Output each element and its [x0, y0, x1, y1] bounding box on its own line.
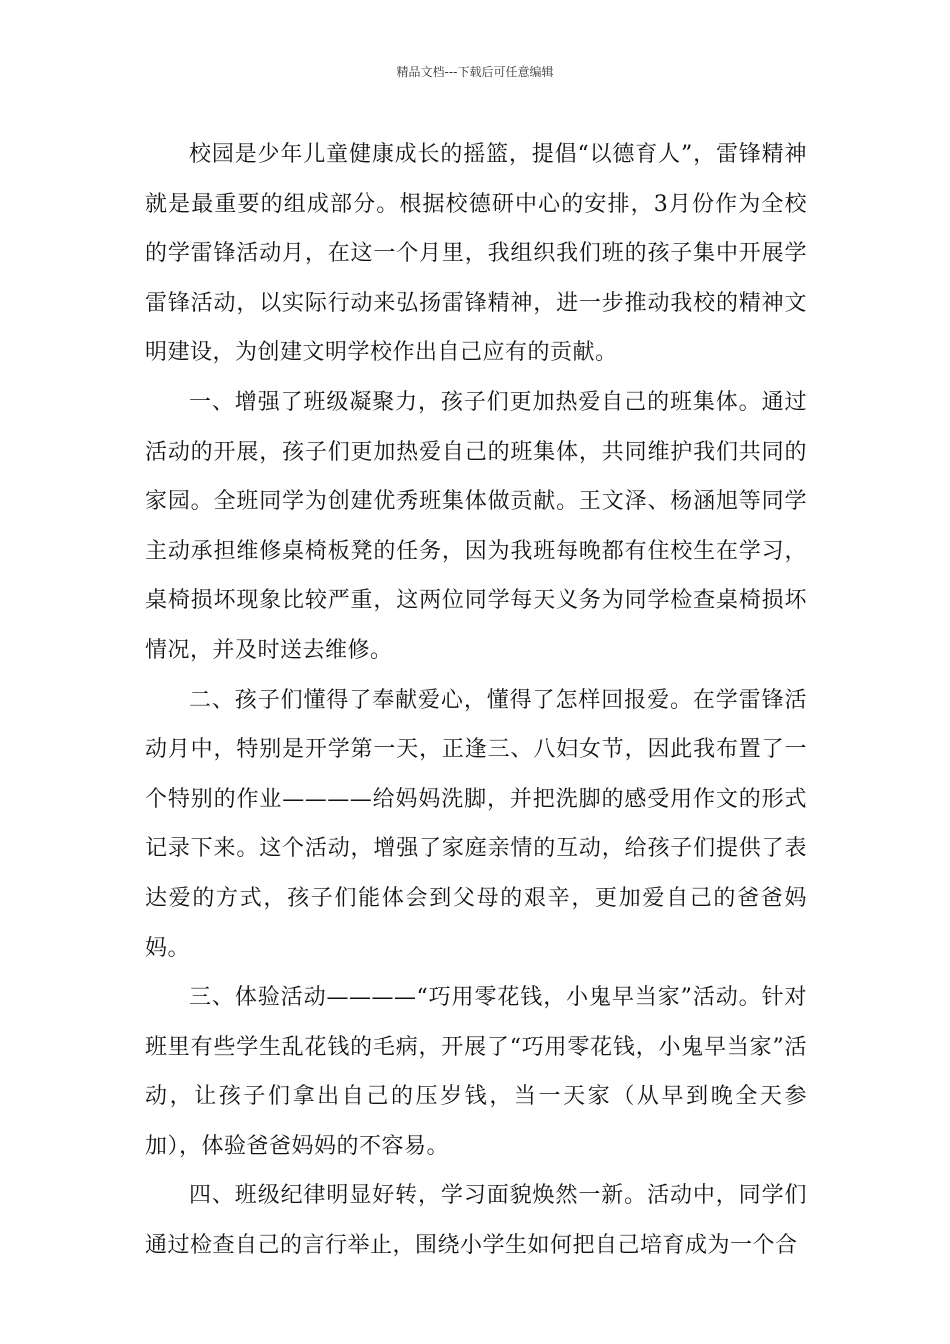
paragraph-section-2: 二、孩子们懂得了奉献爱心，懂得了怎样回报爱。在学雷锋活动月中，特别是开学第一天，正逢三、八妇女节，因此我布置了一个特别的作业————给妈妈洗脚，并把洗脚的感受用作文的形式记录下来。这个活动，增强了家庭亲情的互动，给孩子们提供了表达爱的方式，孩子们能体会到父母的艰辛，更加爱自己的爸爸妈妈。 — [145, 687, 807, 961]
paragraph-section-3: 三、体验活动————“巧用零花钱，小鬼早当家”活动。针对班里有些学生乱花钱的毛病，开展了“巧用零花钱，小鬼早当家”活动，让孩子们拿出自己的压岁钱，当一天家（从早到晚全天参加），体验爸爸妈妈的不容易。 — [145, 985, 807, 1159]
page-header: 精品文档---下载后可任意编辑 — [396, 65, 554, 79]
paragraph-intro: 校园是少年儿童健康成长的摇篮，提倡“以德育人”，雷锋精神就是最重要的组成部分。根据校德研中心的安排，3月份作为全校的学雷锋活动月，在这一个月里，我组织我们班的孩子集中开展学雷锋活动，以实际行动来弘扬雷锋精神，进一步推动我校的精神文明建设，为创建文明学校作出自己应有的贡献。 — [145, 142, 807, 366]
paragraph-section-1: 一、增强了班级凝聚力，孩子们更加热爱自己的班集体。通过活动的开展，孩子们更加热爱自己的班集体，共同维护我们共同的家园。全班同学为创建优秀班集体做贡献。王文泽、杨涵旭等同学主动承担维修桌椅板凳的任务，因为我班每晚都有住校生在学习，桌椅损坏现象比较严重，这两位同学每天义务为同学检查桌椅损坏情况，并及时送去维修。 — [145, 389, 807, 663]
paragraph-section-4: 四、班级纪律明显好转，学习面貌焕然一新。活动中，同学们通过检查自己的言行举止，围绕小学生如何把自己培育成为一个合 — [145, 1183, 807, 1259]
document-body — [145, 130, 807, 1271]
